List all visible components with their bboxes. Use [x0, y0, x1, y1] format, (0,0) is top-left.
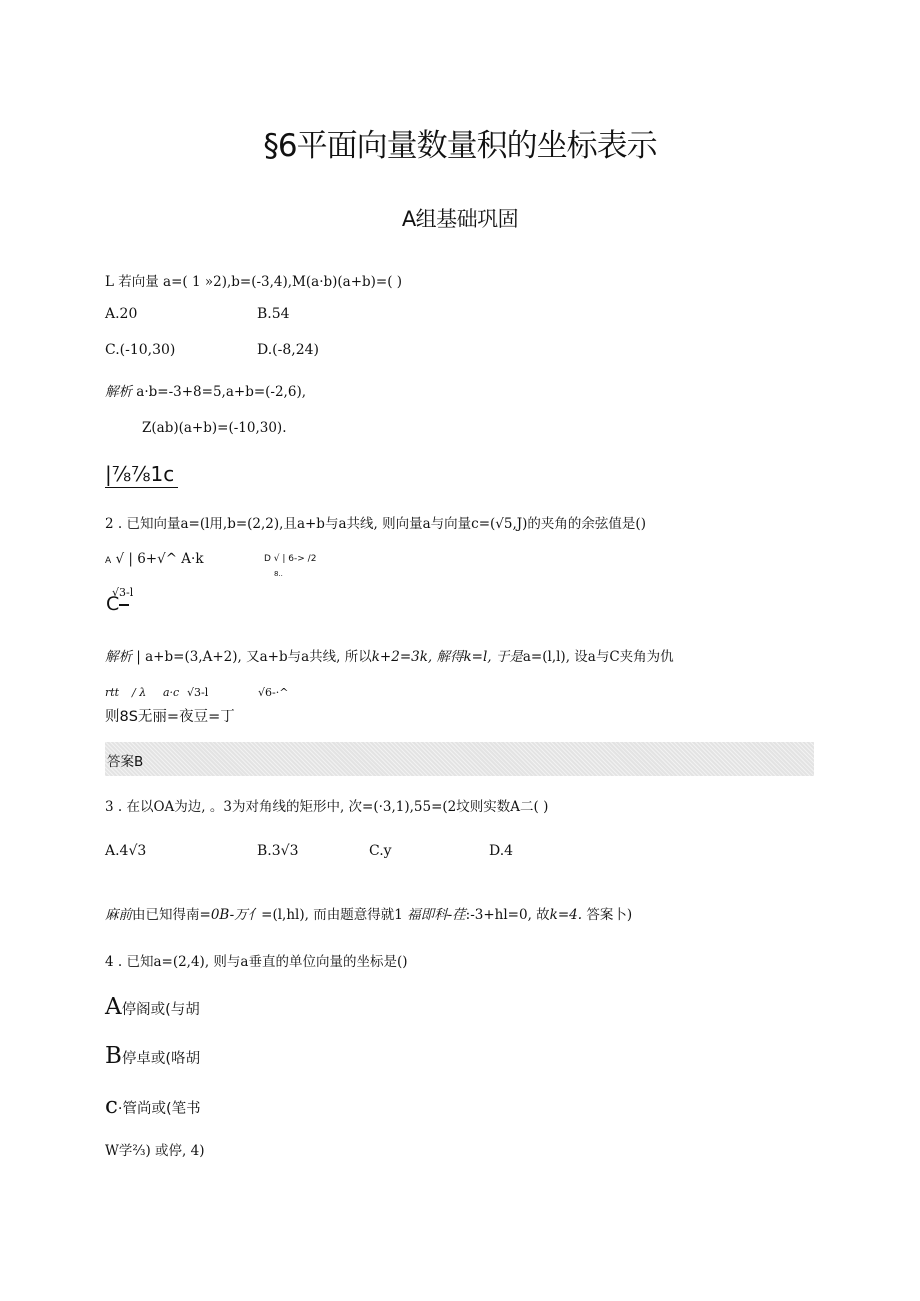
question-4-option-c — [105, 1093, 201, 1119]
question-2-analysis-frag-1: rtt — [105, 686, 120, 699]
question-2-analysis-frag-2: / λ — [132, 686, 147, 699]
question-3-option-b: B.3√3 — [257, 843, 299, 859]
question-2-analysis-frag-4: √3-l — [187, 686, 209, 699]
question-2-analysis-line-3: 则8S无丽=夜豆=丁 — [105, 709, 235, 725]
question-1-answer-mark: |⅞⅞1c — [105, 462, 178, 488]
option-a-prefix: A — [105, 556, 112, 566]
option-a-letter: A — [105, 994, 122, 1020]
analysis-text-3: =(l,hl), 而由题意得就1 — [261, 907, 408, 923]
question-4-option-a — [105, 994, 200, 1020]
option-c-text: ·管尚或(笔书 — [117, 1101, 201, 1117]
answer-bar — [105, 742, 814, 776]
question-1-option-b: B.54 — [257, 306, 290, 322]
analysis-text-2: 0B-万亻 — [210, 907, 262, 923]
analysis-text-6: k=4. — [549, 907, 583, 923]
option-c-letter: c — [105, 1093, 118, 1119]
answer-text: 答案B — [107, 754, 144, 770]
question-2-stem: 2 . 已知向量a=(l用,b=(2,2),且a+b与a共线, 则向量a与向量c=(√5,J)的夹角的余弦值是() — [105, 516, 646, 532]
option-c-letter: C — [106, 593, 120, 615]
option-c-dash — [119, 604, 129, 606]
question-2-option-a — [105, 551, 204, 567]
question-1-option-c: C.(-10,30) — [105, 342, 176, 358]
question-4-stem: 4 . 已知a=(2,4), 则与a垂直的单位向量的坐标是() — [105, 954, 408, 970]
option-b-text: 停卓或(咯胡 — [121, 1051, 201, 1067]
page-title: §6平面向量数量积的坐标表示 — [263, 128, 657, 164]
analysis-text-3: a=(l,l), 设a与C夹角为仇 — [522, 649, 674, 665]
question-3-analysis — [105, 903, 632, 923]
question-4-option-d: W学⅔) 或停, 4) — [105, 1143, 205, 1159]
analysis-text-7: 答案卜) — [582, 907, 633, 923]
question-1-analysis — [105, 380, 306, 400]
question-3-option-c: C.y — [369, 843, 392, 859]
question-3-option-d: D.4 — [489, 843, 514, 859]
analysis-text-5: :-3+hl=0, 故 — [465, 907, 550, 923]
question-1-stem: L 若向量 a=( 1 »2),b=(-3,4),M(a·b)(a+b)=( ) — [105, 274, 403, 290]
option-b-letter: B — [105, 1043, 122, 1069]
question-3-stem: 3 . 在以OA为边, 。3为对角线的矩形中, 次=(·3,1),55=(2坟则实数A二( ) — [105, 799, 549, 815]
analysis-label: 解析 — [105, 384, 132, 400]
question-2-analysis — [105, 645, 674, 665]
question-2-analysis-frag-5: √6-·^ — [258, 686, 289, 699]
question-3-option-a: A.4√3 — [105, 843, 147, 859]
question-2-option-d: D √ | 6-> /2 — [264, 554, 317, 564]
analysis-text-2: k+2=3k, 解得k=l, 于是 — [371, 649, 523, 665]
question-1-option-d: D.(-8,24) — [257, 342, 320, 358]
analysis-label: 麻前 — [105, 907, 132, 923]
question-1-option-a: A.20 — [105, 306, 138, 322]
question-2-option-c-sup: √3-l — [112, 586, 134, 599]
question-2-option-c — [106, 593, 129, 615]
analysis-label: 解析 — [105, 649, 132, 665]
option-a-text: 停阁或(与胡 — [121, 1002, 200, 1018]
question-4-option-b — [105, 1043, 200, 1069]
question-1-analysis-line-2: Z(ab)(a+b)=(-10,30). — [142, 420, 287, 436]
analysis-text: a·b=-3+8=5,a+b=(-2,6), — [132, 384, 306, 400]
section-subtitle: A组基础巩固 — [401, 207, 519, 231]
analysis-text-4: 福即科-荏 — [407, 907, 466, 923]
option-a-text: √ | 6+√^ A·k — [115, 551, 204, 567]
question-2-option-d-sub: 8.. — [274, 570, 283, 578]
analysis-text-1: | a+b=(3,A+2), 又a+b与a共线, 所以 — [132, 649, 372, 665]
analysis-text-1: 由已知得南= — [132, 907, 211, 923]
question-2-analysis-frag-3: a·c — [163, 686, 180, 699]
